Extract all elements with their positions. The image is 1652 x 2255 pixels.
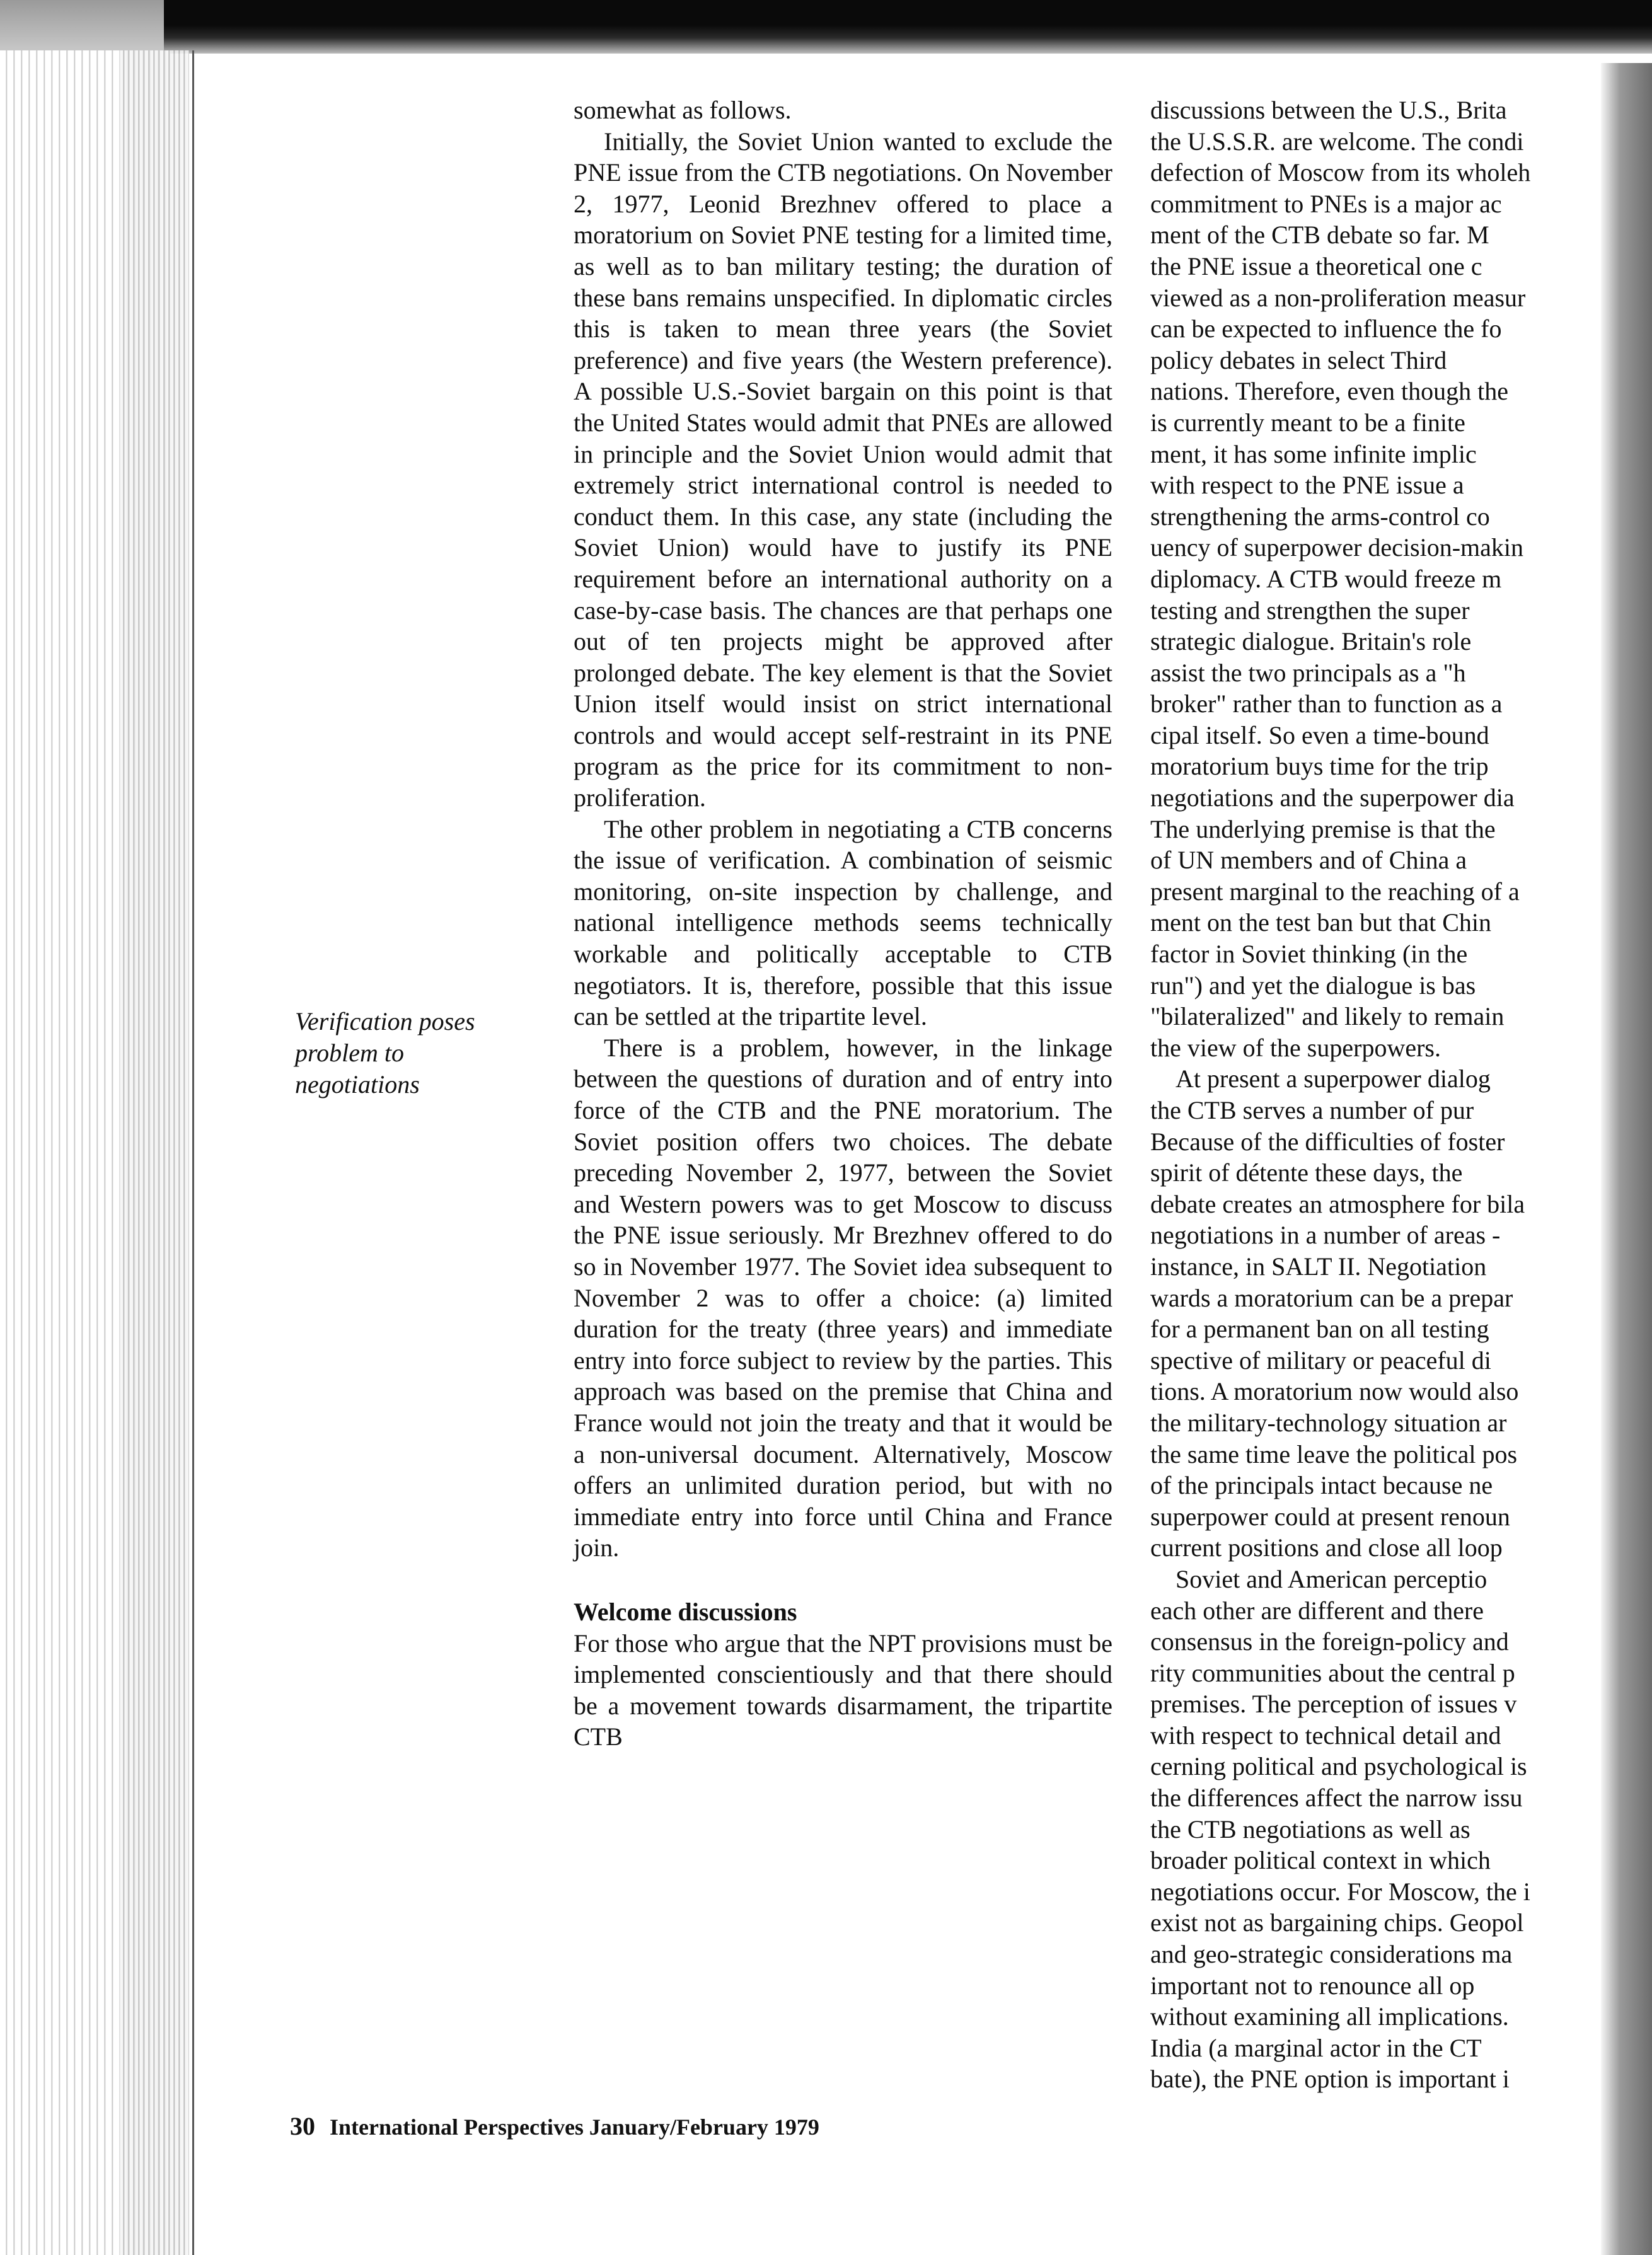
text-line: current positions and close all loop [1150,1533,1503,1562]
text-line: bate), the PNE option is important i [1150,2065,1510,2094]
text-line: assist the two principals as a "h [1150,658,1466,687]
text-line: cerning political and psychological is [1150,1752,1527,1781]
text-line: rity communities about the central p [1150,1658,1515,1687]
section-heading: Welcome discussions [574,1597,797,1626]
paragraph: The other problem in negotiating a CTB concerns the issue of verification. A combination of seismic monitoring, on-site inspection by challenge, and national intelligence methods seems technically workable and politically acceptable to CTB negotiators. It is, therefore, possible that this issue can be settled at the tripartite level. [574,814,1112,1031]
text-line: important not to renounce all op [1150,1971,1475,2000]
text-line: At present a superpower dialog [1150,1064,1491,1093]
text-line: consensus in the foreign-policy and [1150,1627,1509,1656]
text-line: instance, in SALT II. Negotiation [1150,1252,1487,1281]
text-line: premises. The perception of issues v [1150,1690,1517,1719]
facing-page-strip [1601,63,1652,2255]
text-line: moratorium buys time for the trip [1150,752,1489,781]
paragraph: Initially, the Soviet Union wanted to exclude the PNE issue from the CTB negotiations. On November 2, 1977, Leonid Brezhnev offered to place a moratorium on Soviet PNE testing for a limited time, as well as to ban military testing; the duration of these bans remains unspecified. In diplomatic circles this is taken to mean three years (the Soviet preference) and five years (the Western preference). A possible U.S.-Soviet bargain on this point is that the United States would admit that PNEs are allowed in principle and the Soviet Union would admit that extremely strict international control is needed to conduct them. In this case, any state (including the Soviet Union) would have to justify its PNE requirement before an international authority on a case-by-case basis. The chances are that perhaps one out of ten projects might be approved after prolonged debate. The key element is that the Soviet Union itself would insist on strict international controls and would accept self-restraint in its PNE program as the price for its commitment to non-proliferation. [574,127,1112,812]
text-line: and geo-strategic considerations ma [1150,1940,1513,1969]
text-line: the U.S.S.R. are welcome. The condi [1150,127,1524,156]
text-line: of the principals intact because ne [1150,1471,1493,1500]
text-line: of UN members and of China a [1150,846,1467,875]
text-line: defection of Moscow from its wholeh [1150,158,1531,187]
text-line: Because of the difficulties of foster [1150,1127,1505,1156]
text-line: Soviet and American perceptio [1150,1564,1487,1593]
text-line: policy debates in select Third [1150,345,1447,374]
text-line: factor in Soviet thinking (in the [1150,940,1468,969]
text-line: spirit of détente these days, the [1150,1158,1463,1187]
text-line: ment, it has some infinite implic [1150,439,1477,468]
text-line: the CTB serves a number of pur [1150,1096,1474,1124]
text-line: cipal itself. So even a time-bound [1150,720,1489,749]
text-line: commitment to PNEs is a major ac [1150,189,1502,218]
text-line: broader political context in which [1150,1846,1491,1875]
text-line: debate creates an atmosphere for bila [1150,1189,1525,1218]
text-line: negotiations in a number of areas - [1150,1221,1501,1250]
sidenote: Verification poses problem to negotiations [295,1007,475,1099]
scan-top-shadow [0,0,1652,54]
text-line: without examining all implications. [1150,2002,1509,2031]
page-edge [192,50,194,2255]
paragraph: For those who argue that the NPT provisions must be implemented conscientiously and that there should be a movement towards disarmament, the tripartite CTB [574,1629,1112,1751]
text-line: the same time leave the political pos [1150,1439,1518,1468]
right-column [1150,95,1591,2095]
text-line: each other are different and there [1150,1596,1484,1625]
text-line: negotiations and the superpower dia [1150,783,1515,812]
paragraph: somewhat as follows. [574,96,792,124]
text-line: broker" rather than to function as a [1150,689,1503,718]
page-number: 30 [290,2112,315,2140]
page-footer [290,2111,819,2141]
text-line: testing and strengthen the super [1150,596,1470,625]
text-line: strategic dialogue. Britain's role [1150,627,1472,656]
text-line: with respect to technical detail and [1150,1721,1501,1750]
text-line: with respect to the PNE issue a [1150,471,1464,500]
text-line: ment on the test ban but that Chin [1150,908,1492,937]
text-line: uency of superpower decision-makin [1150,533,1524,562]
text-line: tions. A moratorium now would also [1150,1377,1519,1406]
text-line: is currently meant to be a finite [1150,408,1465,437]
text-line: India (a marginal actor in the CT [1150,2033,1482,2062]
text-line: superpower could at present renoun [1150,1502,1510,1531]
text-line: present marginal to the reaching of a [1150,877,1520,906]
left-column [574,95,1112,1753]
text-line: the differences affect the narrow issu [1150,1784,1523,1813]
text-line: diplomacy. A CTB would freeze m [1150,564,1502,593]
text-line: strengthening the arms-control co [1150,502,1490,531]
text-line: spective of military or peaceful di [1150,1346,1491,1375]
text-line: the view of the superpowers. [1150,1033,1441,1062]
text-line: "bilateralized" and likely to remain [1150,1002,1505,1031]
text-line: can be expected to influence the fo [1150,314,1502,343]
publication-title: International Perspectives January/February 1979 [330,2114,819,2140]
text-line: The underlying premise is that the [1150,814,1496,843]
text-line: viewed as a non-proliferation measur [1150,283,1526,312]
text-line: ment of the CTB debate so far. M [1150,221,1489,250]
text-line: nations. Therefore, even though the [1150,377,1508,406]
paragraph: There is a problem, however, in the linkage between the questions of duration and of entry into force of the CTB and the PNE moratorium. The Soviet position offers two choices. The debate preceding November 2, 1977, between the Soviet and Western powers was to get Moscow to discuss the PNE issue seriously. Mr Brezhnev offered to do so in November 1977. The Soviet idea subsequent to November 2 was to offer a choice: (a) limited duration for the treaty (three years) and immediate entry into force subject to review by the parties. This approach was based on the premise that China and France would not join the treaty and that it would be a non-universal document. Alternatively, Moscow offers an unlimited duration period, but with no immediate entry into force until China and France join. [574,1033,1112,1562]
text-line: wards a moratorium can be a prepar [1150,1283,1513,1312]
text-line: the PNE issue a theoretical one c [1150,251,1482,280]
text-line: discussions between the U.S., Brita [1150,96,1507,124]
text-line: the military-technology situation ar [1150,1408,1507,1437]
text-line: negotiations occur. For Moscow, the i [1150,1877,1530,1906]
text-line: exist not as bargaining chips. Geopol [1150,1908,1524,1937]
text-line: for a permanent ban on all testing [1150,1315,1489,1344]
page-binding-lines [120,50,189,2255]
text-line: the CTB negotiations as well as [1150,1814,1470,1843]
text-line: run") and yet the dialogue is bas [1150,971,1476,1000]
